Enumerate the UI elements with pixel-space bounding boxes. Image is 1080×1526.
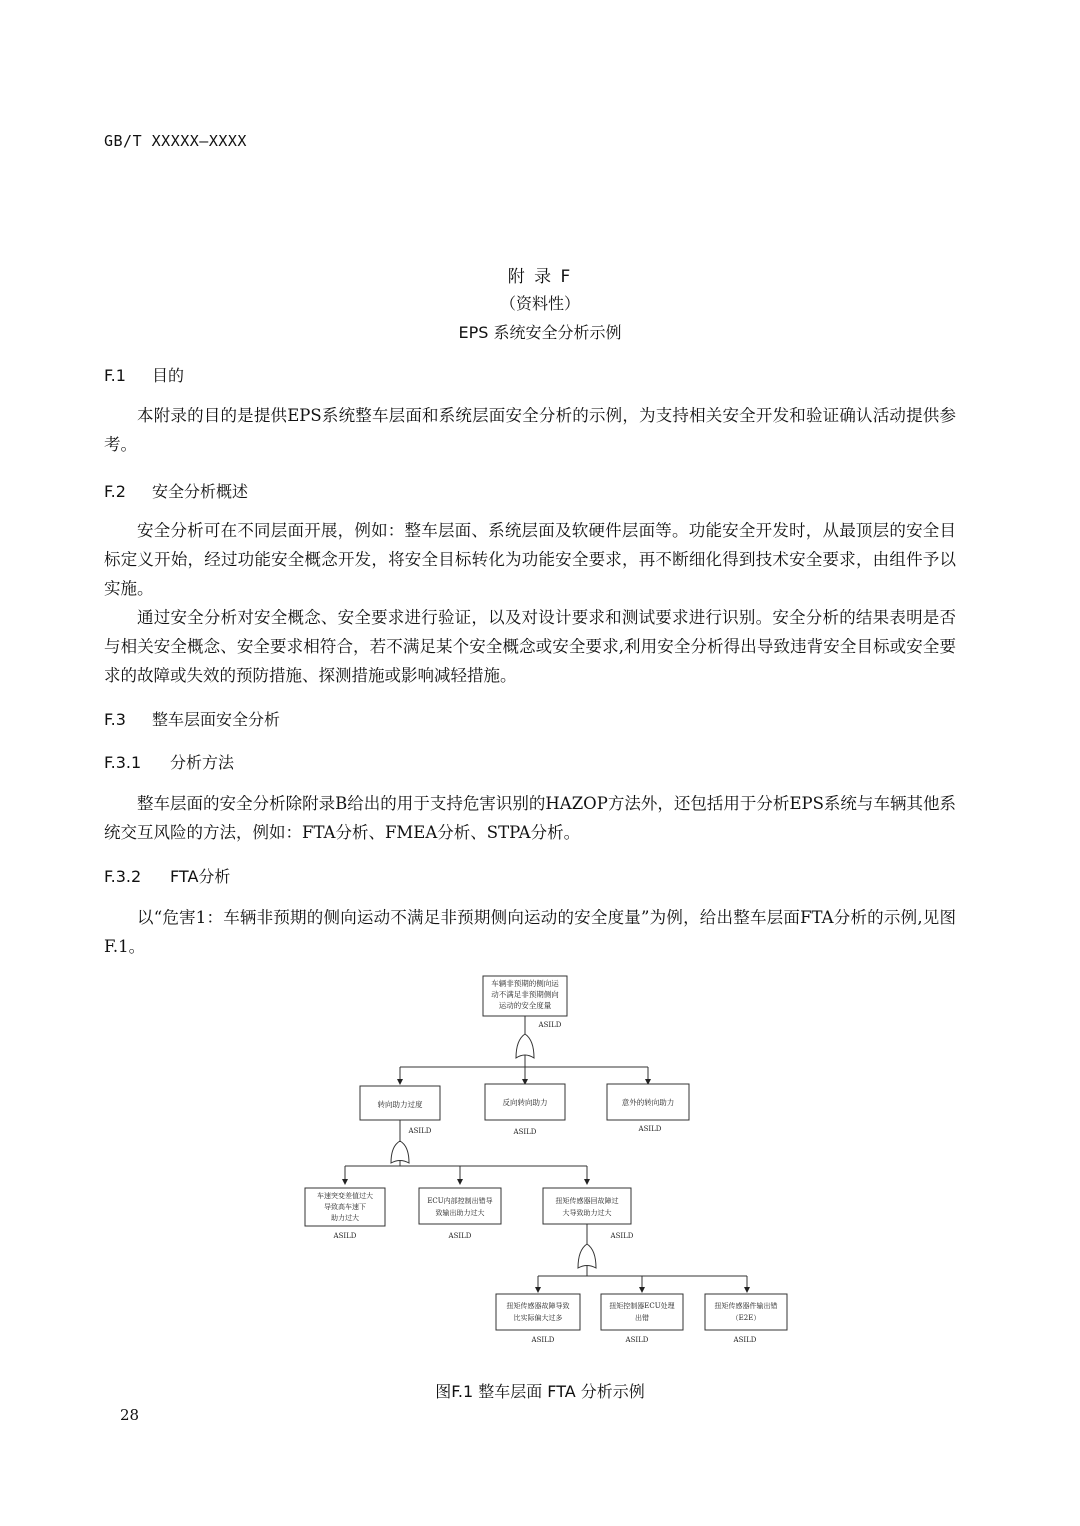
fta-event-label: 比实际偏大过多 [513,1314,563,1322]
page-number: 28 [120,1406,140,1424]
fta-event-box [543,1188,631,1224]
section-number: F.3.1 [104,753,142,772]
fta-event-box [601,1294,683,1330]
fta-event-label: 反向转向助力 [502,1098,548,1107]
paragraph: 以“危害1：车辆非预期的侧向运动不满足非预期侧向运动的安全度量”为例，给出整车层面FTA分析的示例,见图F.1。 [104,908,956,956]
fta-asil-label: ASILD [638,1125,662,1133]
fta-event-label: 出错 [635,1314,649,1322]
section-title: FTA分析 [170,867,231,886]
fta-event-label: 助力过大 [331,1214,359,1222]
fta-diagram [300,970,800,1350]
figure-caption: 图F.1 整车层面 FTA 分析示例 [435,1382,645,1401]
section-body-f31 [104,789,956,847]
fta-top-line: 车辆非预期的侧向运 [491,979,559,988]
paragraph: 整车层面的安全分析除附录B给出的用于支持危害识别的HAZOP方法外，还包括用于分析EPS系统与车辆其他系统交互风险的方法，例如：FTA分析、FMEA分析、STPA分析。 [104,794,956,842]
section-number: F.3 [104,710,126,729]
fta-asil-label: ASILD [531,1336,555,1344]
fta-event-label: 扭矩传感器故障导致 [506,1302,570,1310]
section-heading-f1 [104,363,184,386]
fta-asil-label: ASILD [625,1336,649,1344]
or-gate-icon [578,1244,596,1268]
fta-event-box [496,1294,580,1330]
fta-event-label: 扭矩传感器件输出错 [714,1302,778,1310]
fta-top-line: 运动的安全度量 [498,1001,552,1010]
fta-event-label: ECU内部控制出错导 [427,1197,493,1205]
fta-event-label: 车速突变差值过大 [317,1192,373,1200]
fta-top-asil: ASILD [538,1021,562,1029]
fta-asil-label: ASILD [333,1232,357,1240]
document-code: GB/T XXXXX—XXXX [104,132,247,150]
section-title: 目的 [152,366,185,385]
fta-event-box [419,1188,501,1224]
paragraph: 安全分析可在不同层面开展，例如：整车层面、系统层面及软硬件层面等。功能安全开发时，从最顶层的安全目标定义开始，经过功能安全概念开发，将安全目标转化为功能安全要求，再不断细化得到技术安全要求，由组件予以实施。 [104,521,956,598]
appendix-nature: （资料性） [499,294,580,313]
section-title: 分析方法 [170,753,235,772]
section-title: 安全分析概述 [152,482,249,501]
or-gate-icon [516,1034,534,1058]
appendix-subtitle: EPS 系统安全分析示例 [458,323,622,342]
section-body-f2 [104,516,956,690]
fta-event-label: 转向助力过度 [377,1100,423,1109]
section-heading-f3 [104,707,280,730]
paragraph: 本附录的目的是提供EPS系统整车层面和系统层面安全分析的示例，为支持相关安全开发和验证确认活动提供参考。 [104,406,956,454]
fta-asil-label: ASILD [513,1128,537,1136]
fta-event-label: 意外的转向助力 [621,1098,675,1107]
section-number: F.2 [104,482,126,501]
fta-asil-label: ASILD [448,1232,472,1240]
fta-event-label: 导致高车速下 [324,1203,366,1211]
fta-event-label: 扭矩控制器ECU处理 [609,1302,675,1310]
section-heading-f32 [104,864,230,887]
section-body-f32 [104,903,956,961]
section-number: F.1 [104,366,126,385]
paragraph: 通过安全分析对安全概念、安全要求进行验证，以及对设计要求和测试要求进行识别。安全分析的结果表明是否与相关安全概念、安全要求相符合，若不满足某个安全概念或安全要求,利用安全分析得出导致违背安全目标或安全要求的故障或失效的预防措施、探测措施或影响减轻措施。 [104,608,956,685]
or-gate-icon [391,1141,409,1163]
appendix-title: 附 录 F [507,267,573,287]
fta-event-label: （E2E） [731,1314,761,1322]
section-title: 整车层面安全分析 [152,710,281,729]
section-number: F.3.2 [104,867,142,886]
fta-asil-label: ASILD [733,1336,757,1344]
section-heading-f2 [104,479,248,502]
fta-event-label: 大导致助力过大 [562,1209,612,1217]
fta-event-box [705,1294,787,1330]
fta-asil-label: ASILD [610,1232,634,1240]
fta-top-line: 动不满足非预期侧向 [491,990,559,999]
section-body-f1 [104,401,956,459]
fta-event-label: 扭矩传感器回故障过 [555,1197,619,1205]
fta-asil-label: ASILD [408,1127,432,1135]
section-heading-f31 [104,750,234,773]
fta-event-label: 致输出助力过大 [435,1209,485,1217]
